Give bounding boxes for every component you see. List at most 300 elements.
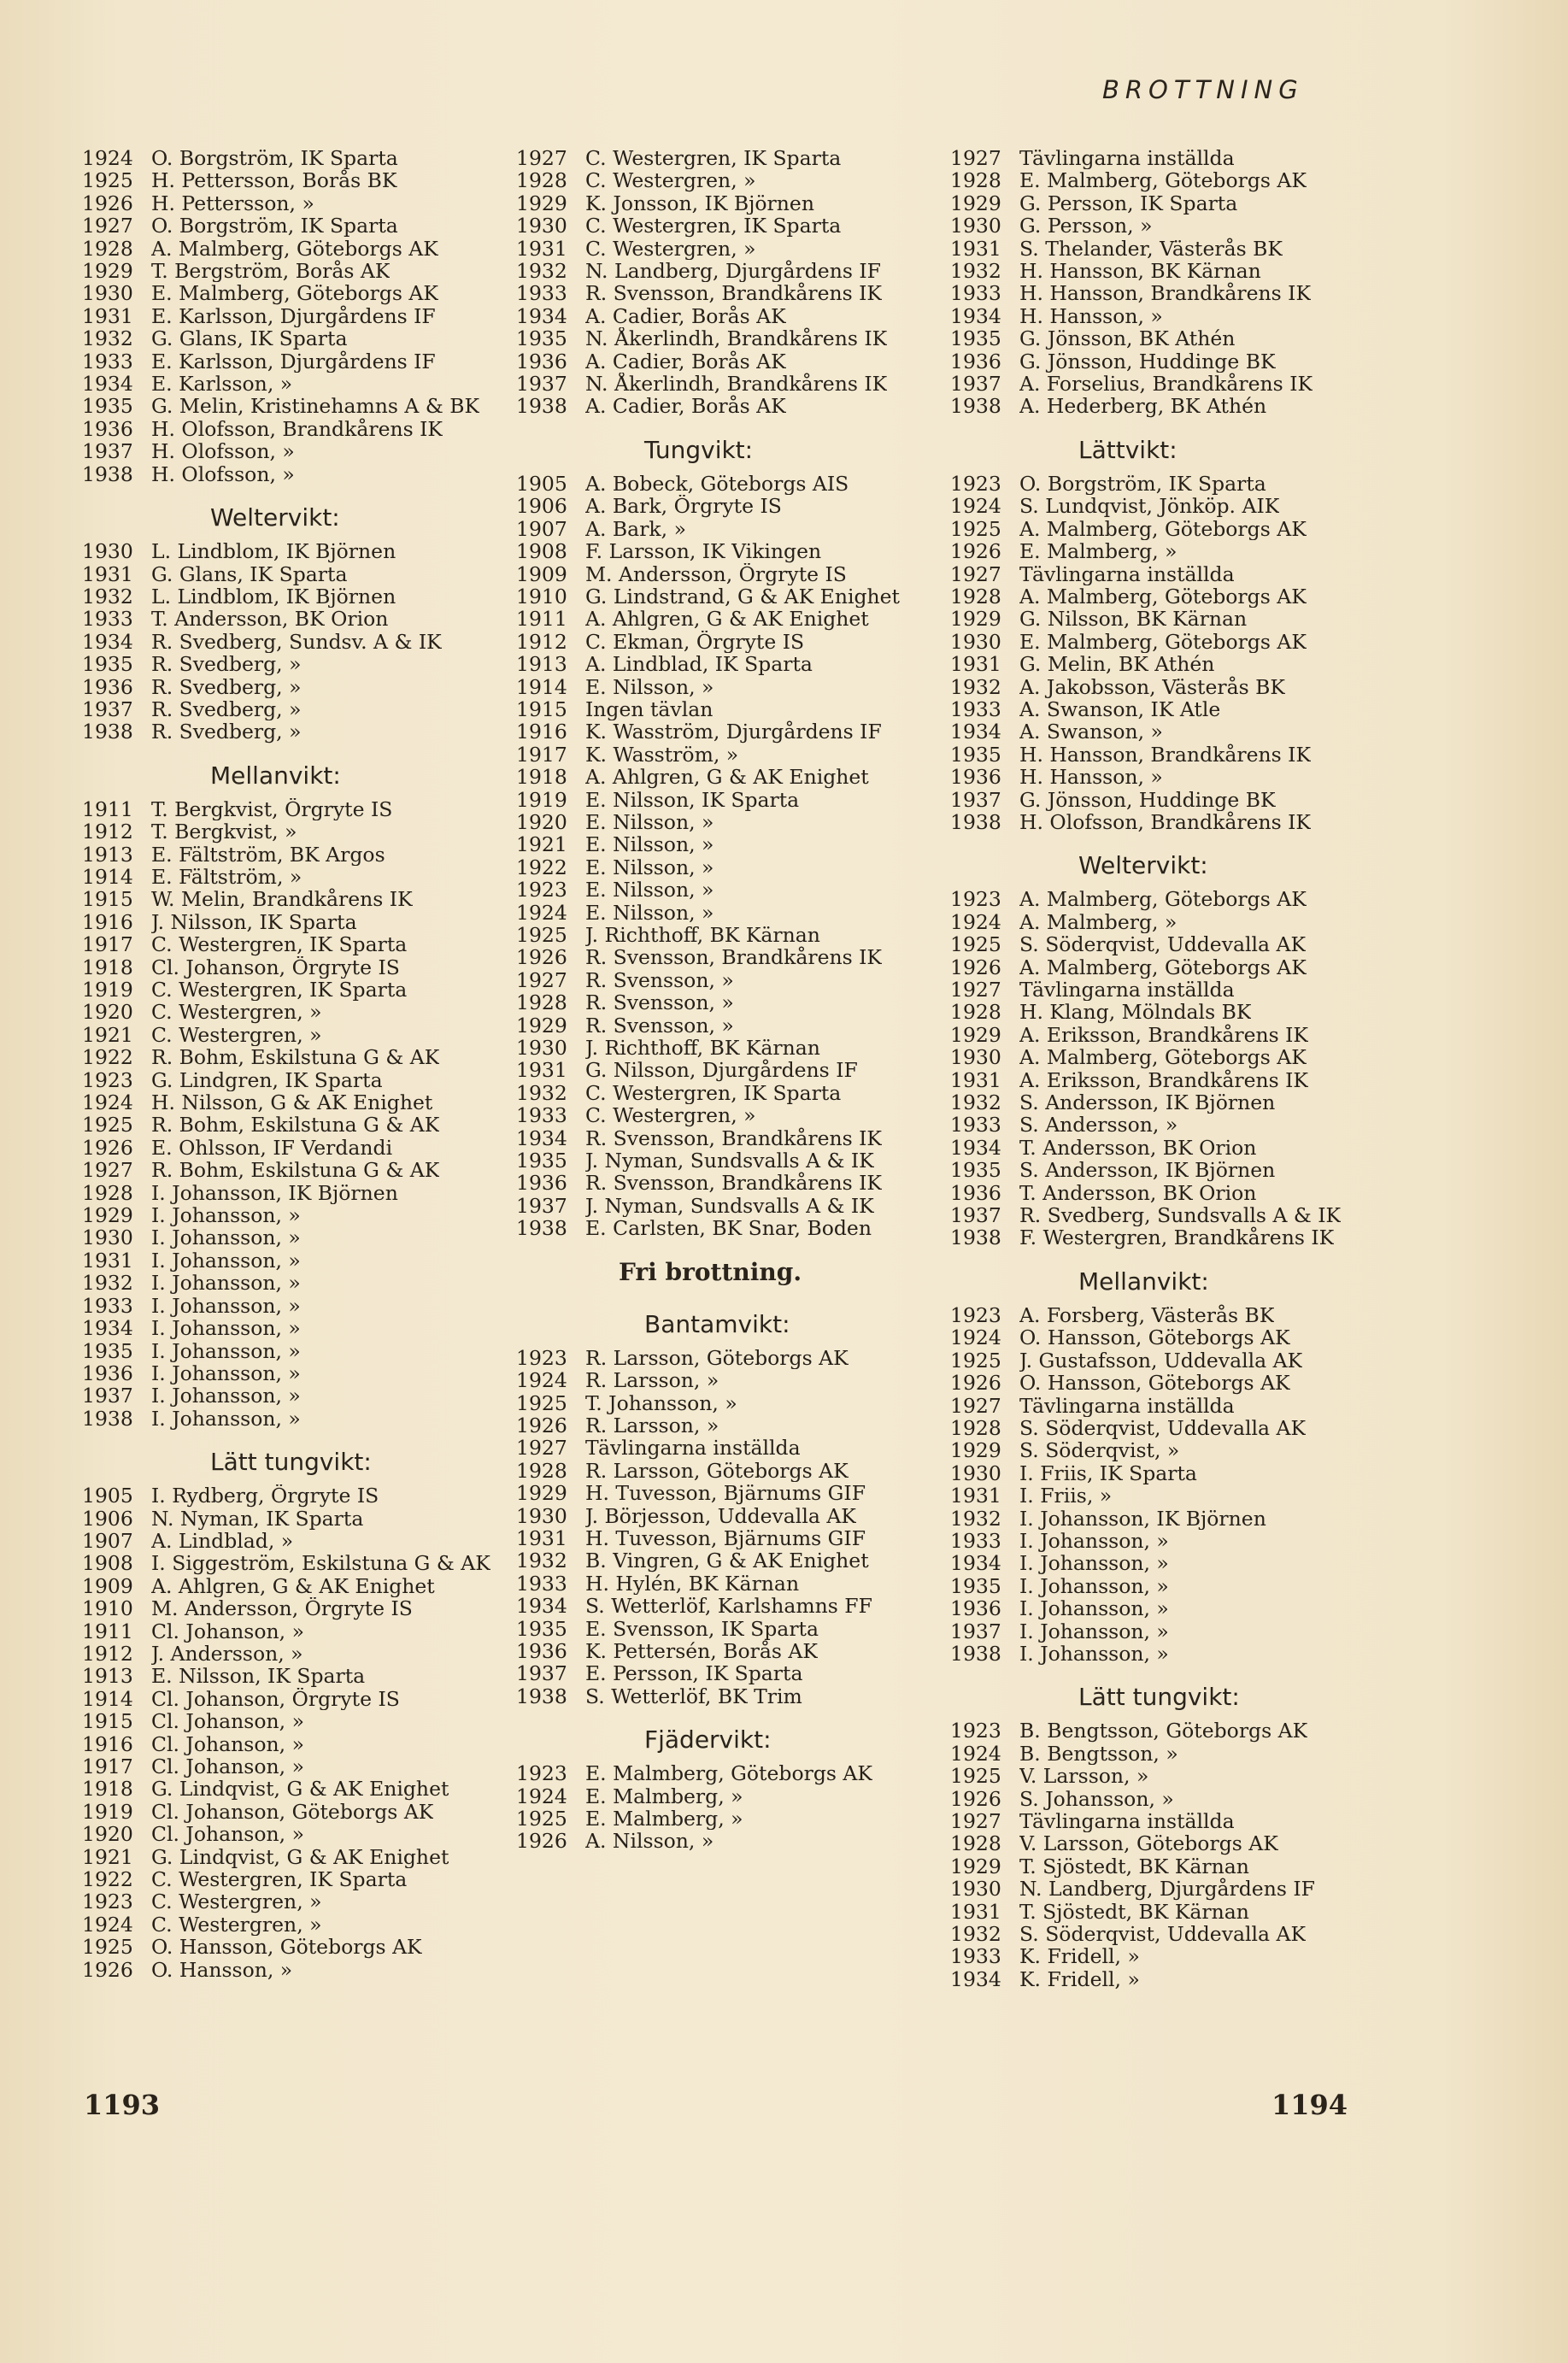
result-row xyxy=(82,1182,514,1204)
result-year: 1935 xyxy=(516,1149,567,1173)
result-winner: H. Pettersson, » xyxy=(151,191,314,215)
result-year: 1934 xyxy=(82,1316,133,1341)
result-winner: N. Åkerlindh, Brandkårens IK xyxy=(585,327,888,350)
result-year: 1935 xyxy=(950,1573,1001,1598)
result-winner: I. Johansson, » xyxy=(1019,1619,1169,1643)
result-row xyxy=(82,1137,514,1159)
result-row xyxy=(82,463,514,485)
result-row xyxy=(516,1808,948,1830)
result-year: 1914 xyxy=(82,864,133,889)
result-row xyxy=(950,1643,1382,1665)
result-winner: I. Johansson, » xyxy=(1019,1642,1169,1666)
result-year: 1932 xyxy=(950,1922,1001,1947)
result-year: 1928 xyxy=(950,168,1001,193)
result-winner: A. Ahlgren, G & AK Enighet xyxy=(151,1574,435,1598)
result-winner: G. Lindgren, IK Sparta xyxy=(151,1068,383,1092)
result-year: 1924 xyxy=(950,909,1001,934)
result-winner: R. Svensson, Brandkårens IK xyxy=(585,1172,882,1195)
result-year: 1915 xyxy=(82,887,133,912)
result-row xyxy=(82,1665,514,1687)
result-row xyxy=(516,1437,948,1459)
result-row xyxy=(516,1762,948,1784)
result-row xyxy=(82,1530,514,1552)
result-winner: R. Svensson, » xyxy=(585,1014,734,1037)
result-winner: I. Johansson, » xyxy=(151,1226,301,1249)
result-year: 1931 xyxy=(82,561,133,586)
result-row xyxy=(516,563,948,585)
result-winner: J. Nyman, Sundsvalls A & IK xyxy=(585,1149,874,1173)
result-row xyxy=(82,979,514,1001)
result-winner: R. Svensson, » xyxy=(585,991,734,1014)
result-year: 1925 xyxy=(516,1807,567,1831)
result-winner: H. Olofsson, Brandkårens IK xyxy=(1019,810,1311,834)
result-winner: A. Ahlgren, G & AK Enighet xyxy=(585,766,869,789)
result-year: 1932 xyxy=(516,1549,567,1573)
result-winner: S. Thelander, Västerås BK xyxy=(1019,237,1283,261)
result-year: 1936 xyxy=(950,1180,1001,1205)
result-year: 1916 xyxy=(82,1731,133,1756)
result-year: 1933 xyxy=(516,1571,567,1596)
result-row xyxy=(516,1037,948,1059)
result-row xyxy=(82,1846,514,1868)
result-row xyxy=(950,1417,1382,1439)
result-row xyxy=(950,956,1382,979)
result-winner: R. Svensson, Brandkårens IK xyxy=(585,282,882,305)
result-year: 1936 xyxy=(516,1171,567,1196)
result-year: 1930 xyxy=(516,1036,567,1061)
result-year: 1934 xyxy=(950,720,1001,744)
result-winner: A. Cadier, Borås AK xyxy=(585,350,786,373)
result-year: 1931 xyxy=(950,1067,1001,1092)
result-winner: E. Malmberg, » xyxy=(585,1808,743,1831)
result-year: 1906 xyxy=(516,494,567,519)
result-winner: N. Landberg, Djurgårdens IF xyxy=(585,260,881,283)
result-year: 1927 xyxy=(950,146,1001,170)
result-year: 1933 xyxy=(950,1528,1001,1553)
result-year: 1934 xyxy=(950,1551,1001,1576)
result-year: 1930 xyxy=(82,281,133,306)
result-row xyxy=(950,1439,1382,1461)
result-row xyxy=(950,169,1382,191)
result-winner: Cl. Johanson, » xyxy=(151,1755,304,1778)
result-winner: G. Melin, BK Athén xyxy=(1019,653,1215,676)
result-winner: E. Malmberg, Göteborgs AK xyxy=(1019,630,1307,654)
result-winner: K. Pettersén, Borås AK xyxy=(585,1639,818,1663)
result-year: 1934 xyxy=(950,1135,1001,1160)
result-row xyxy=(950,631,1382,653)
section-heading: Weltervikt: xyxy=(1078,851,1208,880)
result-year: 1937 xyxy=(950,1619,1001,1643)
result-year: 1917 xyxy=(82,1755,133,1778)
result-winner: A. Eriksson, Brandkårens IK xyxy=(1019,1023,1308,1047)
result-year: 1924 xyxy=(82,1912,133,1937)
result-winner: H. Hylén, BK Kärnan xyxy=(585,1572,800,1596)
result-year: 1920 xyxy=(516,809,567,834)
result-year: 1938 xyxy=(950,809,1001,834)
result-winner: O. Borgström, IK Sparta xyxy=(1019,472,1266,496)
result-row xyxy=(950,238,1382,260)
result-winner: S. Wetterlöf, Karlshamns FF xyxy=(585,1595,872,1618)
result-year: 1936 xyxy=(82,1361,133,1385)
result-winner: N. Åkerlindh, Brandkårens IK xyxy=(585,373,888,396)
result-year: 1934 xyxy=(516,1594,567,1619)
result-year: 1931 xyxy=(82,1248,133,1273)
result-year: 1918 xyxy=(82,955,133,979)
result-year: 1929 xyxy=(516,1013,567,1037)
result-winner: T. Bergström, Borås AK xyxy=(151,260,391,283)
result-row xyxy=(516,608,948,630)
result-winner: A. Jakobsson, Västerås BK xyxy=(1019,675,1285,698)
result-row xyxy=(516,1572,948,1595)
result-year: 1926 xyxy=(516,945,567,970)
result-row xyxy=(82,1575,514,1597)
result-row xyxy=(82,1362,514,1384)
result-winner: K. Wasström, Djurgårdens IF xyxy=(585,720,882,744)
result-winner: G. Persson, » xyxy=(1019,215,1153,238)
result-winner: C. Westergren, » xyxy=(151,1001,322,1024)
result-year: 1915 xyxy=(516,697,567,721)
result-winner: A. Malmberg, Göteborgs AK xyxy=(1019,1046,1307,1069)
result-row xyxy=(950,1091,1382,1114)
result-winner: A. Malmberg, Göteborgs AK xyxy=(1019,888,1307,911)
result-row xyxy=(950,811,1382,833)
result-row xyxy=(516,1830,948,1852)
result-winner: A. Malmberg, Göteborgs AK xyxy=(1019,585,1307,608)
result-year: 1925 xyxy=(516,1390,567,1415)
result-winner: G. Lindqvist, G & AK Enighet xyxy=(151,1778,449,1801)
result-row xyxy=(82,1340,514,1362)
result-year: 1935 xyxy=(516,1616,567,1641)
result-year: 1929 xyxy=(950,607,1001,632)
result-winner: T. Andersson, BK Orion xyxy=(151,608,389,631)
result-row xyxy=(516,495,948,517)
result-year: 1922 xyxy=(82,1045,133,1070)
result-year: 1930 xyxy=(950,214,1001,238)
result-year: 1923 xyxy=(516,1761,567,1786)
result-row xyxy=(82,820,514,843)
result-row xyxy=(516,1104,948,1126)
result-winner: A. Forsberg, Västerås BK xyxy=(1019,1303,1275,1327)
result-winner: S. Andersson, » xyxy=(1019,1114,1178,1137)
result-winner: T. Sjöstedt, BK Kärnan xyxy=(1019,1855,1249,1878)
result-year: 1938 xyxy=(82,1406,133,1431)
result-row xyxy=(950,1395,1382,1417)
result-year: 1924 xyxy=(82,1090,133,1115)
result-row xyxy=(516,1172,948,1194)
result-year: 1935 xyxy=(950,1158,1001,1183)
result-winner: R. Larsson, » xyxy=(585,1414,719,1437)
result-row xyxy=(950,540,1382,562)
result-year: 1931 xyxy=(516,1525,567,1550)
result-winner: A. Cadier, Borås AK xyxy=(585,395,786,418)
result-year: 1928 xyxy=(950,1415,1001,1440)
result-year: 1931 xyxy=(950,1899,1001,1924)
result-winner: I. Rydberg, Örgryte IS xyxy=(151,1484,379,1508)
result-winner: R. Bohm, Eskilstuna G & AK xyxy=(151,1046,440,1069)
result-winner: Tävlingarna inställda xyxy=(1019,1810,1235,1833)
result-row xyxy=(82,1868,514,1890)
result-row xyxy=(516,924,948,946)
result-winner: H. Nilsson, G & AK Enighet xyxy=(151,1091,433,1114)
result-year: 1928 xyxy=(950,1000,1001,1025)
result-year: 1936 xyxy=(516,1638,567,1663)
result-row xyxy=(950,1484,1382,1507)
result-winner: I. Johansson, » xyxy=(1019,1597,1169,1620)
result-winner: S. Johansson, » xyxy=(1019,1787,1174,1810)
result-row xyxy=(516,305,948,327)
result-year: 1923 xyxy=(82,1890,133,1914)
result-year: 1935 xyxy=(82,394,133,419)
result-row xyxy=(82,933,514,955)
result-row xyxy=(82,1913,514,1936)
result-row xyxy=(82,1114,514,1136)
result-row xyxy=(950,1304,1382,1326)
result-row xyxy=(82,373,514,395)
result-row xyxy=(950,1719,1382,1742)
result-year: 1935 xyxy=(82,1338,133,1363)
result-year: 1931 xyxy=(950,1484,1001,1508)
result-winner: R. Svedberg, Sundsv. A & IK xyxy=(151,630,442,654)
result-winner: Tävlingarna inställda xyxy=(585,1437,801,1460)
result-row xyxy=(516,946,948,968)
result-year: 1937 xyxy=(82,1384,133,1408)
result-winner: Cl. Johanson, » xyxy=(151,1732,304,1755)
result-year: 1914 xyxy=(82,1686,133,1711)
result-row xyxy=(82,1778,514,1800)
result-winner: R. Svedberg, » xyxy=(151,653,302,676)
result-row xyxy=(516,833,948,855)
result-row xyxy=(82,676,514,698)
result-winner: E. Malmberg, » xyxy=(1019,540,1177,563)
result-year: 1924 xyxy=(950,494,1001,519)
result-year: 1934 xyxy=(516,303,567,328)
result-winner: H. Hansson, » xyxy=(1019,304,1163,328)
result-winner: R. Larsson, Göteborgs AK xyxy=(585,1459,849,1483)
result-winner: F. Larsson, IK Vikingen xyxy=(585,540,822,563)
result-row xyxy=(516,1347,948,1369)
result-year: 1912 xyxy=(82,820,133,844)
result-winner: I. Johansson, » xyxy=(151,1339,301,1362)
result-row xyxy=(82,1733,514,1755)
result-row xyxy=(516,653,948,675)
result-winner: E. Nilsson, » xyxy=(585,879,714,902)
result-winner: I. Johansson, IK Björnen xyxy=(151,1181,398,1205)
result-year: 1927 xyxy=(82,214,133,238)
result-row xyxy=(82,1069,514,1091)
result-winner: A. Ahlgren, G & AK Enighet xyxy=(585,608,869,631)
result-winner: O. Hansson, Göteborgs AK xyxy=(1019,1326,1290,1349)
result-year: 1925 xyxy=(82,1113,133,1137)
result-year: 1928 xyxy=(516,990,567,1015)
result-row xyxy=(82,147,514,169)
result-winner: T. Sjöstedt, BK Kärnan xyxy=(1019,1900,1249,1924)
result-year: 1927 xyxy=(950,1393,1001,1418)
result-row xyxy=(950,1620,1382,1643)
result-row xyxy=(82,1226,514,1249)
result-row xyxy=(950,518,1382,540)
result-row xyxy=(516,169,948,191)
result-year: 1923 xyxy=(82,1067,133,1092)
column-left xyxy=(82,147,514,1981)
result-row xyxy=(516,902,948,924)
result-winner: H. Tuvesson, Bjärnums GIF xyxy=(585,1482,866,1505)
section-heading: Bantamvikt: xyxy=(644,1309,790,1338)
result-winner: E. Nilsson, IK Sparta xyxy=(151,1665,366,1688)
result-winner: N. Landberg, Djurgårdens IF xyxy=(1019,1878,1315,1901)
result-row xyxy=(950,698,1382,720)
result-row xyxy=(82,698,514,720)
result-winner: R. Svedberg, Sundsvalls A & IK xyxy=(1019,1204,1342,1227)
result-year: 1931 xyxy=(516,1058,567,1083)
result-year: 1937 xyxy=(516,1193,567,1218)
result-year: 1930 xyxy=(950,629,1001,654)
result-year: 1922 xyxy=(82,1867,133,1892)
result-winner: A. Hederberg, BK Athén xyxy=(1019,395,1267,418)
result-year: 1925 xyxy=(950,516,1001,541)
result-winner: G. Jönsson, Huddinge BK xyxy=(1019,788,1276,811)
result-row xyxy=(950,260,1382,282)
result-year: 1927 xyxy=(950,978,1001,1002)
result-year: 1925 xyxy=(950,932,1001,957)
result-winner: H. Tuvesson, Bjärnums GIF xyxy=(585,1526,866,1550)
result-year: 1913 xyxy=(82,842,133,867)
result-row xyxy=(516,631,948,653)
result-winner: Cl. Johanson, Örgryte IS xyxy=(151,955,400,979)
result-year: 1930 xyxy=(950,1045,1001,1070)
result-year: 1917 xyxy=(82,932,133,957)
result-winner: A. Swanson, » xyxy=(1019,720,1163,744)
result-winner: J. Richthoff, BK Kärnan xyxy=(585,1037,820,1060)
result-row xyxy=(82,1091,514,1114)
result-year: 1926 xyxy=(516,1413,567,1437)
result-year: 1911 xyxy=(82,796,133,821)
result-winner: S. Andersson, IK Björnen xyxy=(1019,1159,1276,1182)
result-winner: I. Johansson, » xyxy=(151,1204,301,1227)
result-winner: H. Hansson, Brandkårens IK xyxy=(1019,743,1312,767)
result-year: 1925 xyxy=(950,1348,1001,1373)
result-row xyxy=(516,676,948,698)
result-row xyxy=(516,879,948,901)
result-winner: E. Nilsson, » xyxy=(585,675,714,698)
result-year: 1925 xyxy=(516,923,567,947)
result-row xyxy=(82,1024,514,1046)
result-row xyxy=(950,305,1382,327)
result-row xyxy=(82,1643,514,1665)
result-winner: I. Johansson, » xyxy=(151,1272,301,1295)
result-row xyxy=(516,811,948,833)
result-row xyxy=(516,1369,948,1391)
result-year: 1926 xyxy=(950,539,1001,564)
result-winner: R. Bohm, Eskilstuna G & AK xyxy=(151,1159,440,1182)
result-winner: E. Malmberg, » xyxy=(585,1784,743,1808)
result-year: 1931 xyxy=(950,652,1001,677)
result-winner: Tävlingarna inställda xyxy=(1019,562,1235,585)
result-year: 1926 xyxy=(950,1786,1001,1811)
result-year: 1936 xyxy=(82,416,133,441)
result-winner: A. Cadier, Borås AK xyxy=(585,304,786,328)
result-winner: S. Söderqvist, Uddevalla AK xyxy=(1019,1923,1307,1946)
result-winner: F. Westergren, Brandkårens IK xyxy=(1019,1226,1335,1249)
result-winner: E. Persson, IK Sparta xyxy=(585,1662,803,1685)
result-row xyxy=(516,1640,948,1662)
result-row xyxy=(950,147,1382,169)
result-winner: R. Svensson, Brandkårens IK xyxy=(585,946,882,969)
result-year: 1916 xyxy=(516,720,567,744)
result-row xyxy=(82,350,514,373)
result-row xyxy=(950,1743,1382,1765)
result-row xyxy=(82,844,514,866)
result-year: 1938 xyxy=(516,394,567,419)
result-row xyxy=(82,1249,514,1272)
result-winner: Cl. Johanson, » xyxy=(151,1619,304,1643)
result-row xyxy=(950,676,1382,698)
result-row xyxy=(82,418,514,440)
result-year: 1927 xyxy=(516,146,567,170)
result-year: 1930 xyxy=(82,539,133,564)
result-row xyxy=(82,1508,514,1530)
result-winner: Tävlingarna inställda xyxy=(1019,1394,1235,1417)
result-year: 1917 xyxy=(516,742,567,767)
result-year: 1920 xyxy=(82,1822,133,1847)
result-winner: H. Hansson, BK Kärnan xyxy=(1019,260,1261,283)
result-year: 1909 xyxy=(82,1573,133,1598)
result-winner: C. Westergren, IK Sparta xyxy=(151,933,408,956)
result-year: 1937 xyxy=(516,1661,567,1686)
result-winner: O. Hansson, » xyxy=(151,1958,293,1982)
result-row xyxy=(950,192,1382,215)
result-winner: R. Svedberg, » xyxy=(151,675,302,698)
result-year: 1932 xyxy=(82,326,133,351)
result-winner: R. Svensson, » xyxy=(585,968,734,992)
result-row xyxy=(82,911,514,933)
result-winner: E. Malmberg, Göteborgs AK xyxy=(1019,169,1307,192)
result-row xyxy=(950,1575,1382,1597)
result-row xyxy=(516,766,948,788)
result-year: 1923 xyxy=(950,1719,1001,1743)
result-winner: A. Lindblad, » xyxy=(151,1529,294,1553)
result-winner: H. Olofsson, » xyxy=(151,440,295,463)
result-year: 1923 xyxy=(950,887,1001,912)
result-row xyxy=(950,720,1382,743)
result-winner: I. Johansson, » xyxy=(151,1317,301,1340)
result-year: 1933 xyxy=(516,281,567,306)
result-row xyxy=(516,1505,948,1527)
result-row xyxy=(950,1001,1382,1023)
result-row xyxy=(82,798,514,820)
result-winner: E. Karlsson, Djurgårdens IF xyxy=(151,304,436,328)
result-winner: E. Nilsson, » xyxy=(585,810,714,834)
result-winner: I. Johansson, » xyxy=(151,1361,301,1385)
result-year: 1937 xyxy=(950,372,1001,397)
result-row xyxy=(82,1688,514,1710)
result-year: 1929 xyxy=(950,1854,1001,1878)
result-row xyxy=(82,238,514,260)
result-year: 1934 xyxy=(516,1126,567,1150)
result-row xyxy=(950,1968,1382,1990)
result-year: 1930 xyxy=(950,1877,1001,1902)
result-year: 1918 xyxy=(82,1777,133,1802)
result-year: 1924 xyxy=(516,1784,567,1808)
result-year: 1930 xyxy=(950,1461,1001,1485)
result-winner: J. Gustafsson, Uddevalla AK xyxy=(1019,1349,1303,1373)
result-winner: E. Ohlsson, IF Verdandi xyxy=(151,1136,393,1160)
result-winner: S. Andersson, IK Björnen xyxy=(1019,1091,1276,1114)
result-row xyxy=(950,1462,1382,1484)
result-winner: Cl. Johanson, » xyxy=(151,1710,304,1733)
page-number-left: 1193 xyxy=(84,2089,161,2121)
result-winner: B. Vingren, G & AK Enighet xyxy=(585,1549,869,1572)
result-winner: O. Borgström, IK Sparta xyxy=(151,215,398,238)
